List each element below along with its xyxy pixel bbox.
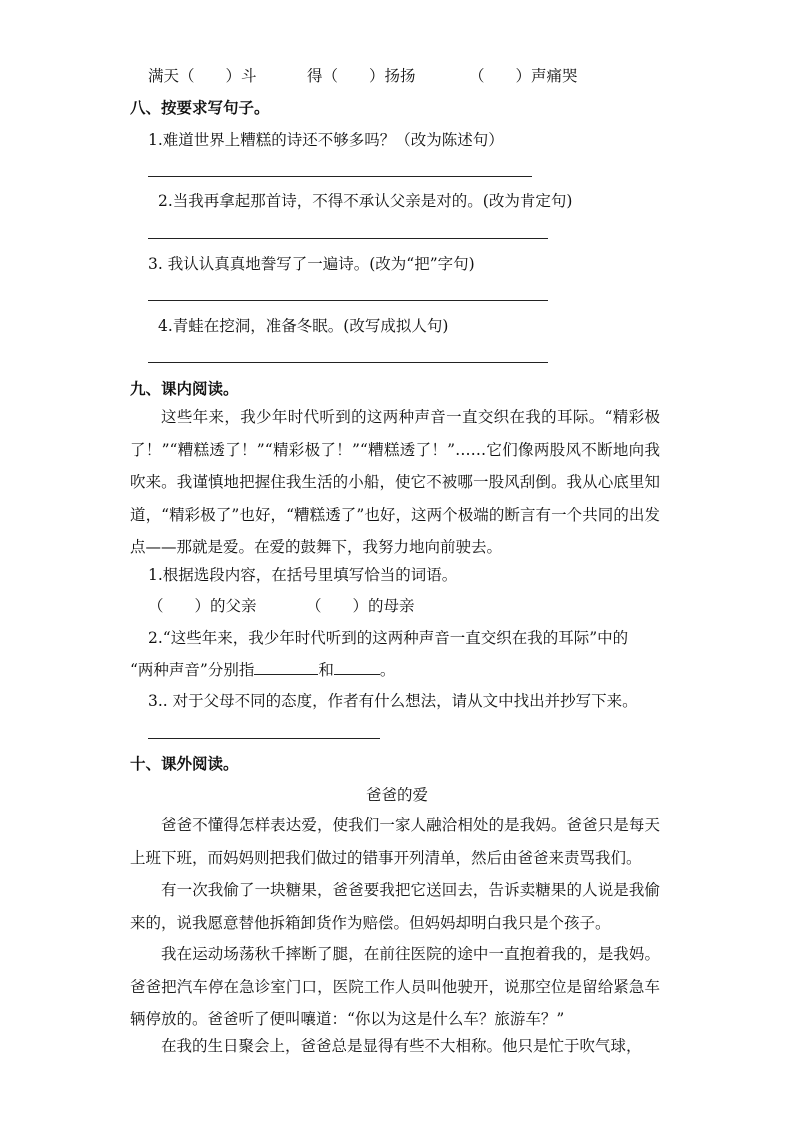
section-9-q2-line2 <box>130 660 395 680</box>
q2-blank-2[interactable] <box>334 660 380 675</box>
q2-text-b: 和 <box>318 661 334 679</box>
section-9-q2-line1: 2.“这些年来，我少年时代听到的这两种声音一直交织在我的耳际”中的 <box>148 629 629 647</box>
section-8-q2: 2.当我再拿起那首诗，不得不承认父亲是对的。(改为肯定句) <box>158 192 573 210</box>
section-9-q3: 3.. 对于父母不同的态度，作者有什么想法，请从文中找出并抄写下来。 <box>148 692 638 710</box>
section-8-q1: 1.难道世界上糟糕的诗还不够多吗？（改为陈述句） <box>148 131 504 149</box>
section-8-title: 八、按要求写句子。 <box>130 99 270 117</box>
fill-item-3: （ ）声痛哭 <box>469 67 578 85</box>
story-paragraph-2: 有一次我偷了一块糖果，爸爸要我把它送回去，告诉卖糖果的人说是我偷来的，说我愿意替他拆箱卸货作为赔偿。但妈妈却明白我只是个孩子。 <box>130 881 660 932</box>
section-9-passage: 这些年来，我少年时代听到的这两种声音一直交织在我的耳际。“精彩极了！”“糟糕透了！”“精彩极了！”“糟糕透了！”……它们像两股风不断地向我吹来。我谨慎地把握住我生活的小船，使它不被哪一股风刮倒。我从心底里知道，“精彩极了”也好，“糟糕透了”也好，这两个极端的断言有一个共同的出发点——那就是爱。在爱的鼓舞下，我努力地向前驶去。 <box>130 408 660 556</box>
section-8-q3: 3. 我认认真真地誊写了一遍诗。(改为“把”字句) <box>148 255 475 273</box>
answer-line-8-4[interactable] <box>148 362 548 363</box>
section-8-q4: 4.青蛙在挖洞，准备冬眠。(改写成拟人句) <box>158 317 449 335</box>
story-paragraph-4: 在我的生日聚会上，爸爸总是显得有些不大相称。他只是忙于吹气球， <box>161 1037 642 1055</box>
story-paragraph-1: 爸爸不懂得怎样表达爱，使我们一家人融洽相处的是我妈。爸爸只是每天上班下班，而妈妈则把我们做过的错事开列清单，然后由爸爸来责骂我们。 <box>130 816 660 867</box>
story-title: 爸爸的爱 <box>365 786 428 804</box>
fill-item-1: 满天（ ）斗 <box>148 67 257 85</box>
answer-line-8-1[interactable] <box>148 176 532 177</box>
q2-text-c: 。 <box>379 661 396 679</box>
section-9-q1: 1.根据选段内容，在括号里填写恰当的词语。 <box>148 566 458 584</box>
section-9-q1-blank-b: （ ）的母亲 <box>306 597 415 615</box>
answer-line-8-2[interactable] <box>148 238 548 239</box>
q2-text-a: “两种声音”分别指 <box>130 661 255 679</box>
story-paragraph-3: 我在运动场荡秋千摔断了腿，在前往医院的途中一直抱着我的，是我妈。爸爸把汽车停在急诊室门口，医院工作人员叫他驶开，说那空位是留给紧急车辆停放的。爸爸听了便叫嚷道：“你以为这是什么车？旅游车？” <box>130 945 660 1028</box>
fill-item-2: 得（ ）扬扬 <box>307 67 416 85</box>
answer-line-8-3[interactable] <box>148 300 548 301</box>
section-9-title: 九、课内阅读。 <box>130 380 239 398</box>
section-10-title: 十、课外阅读。 <box>130 755 239 773</box>
q2-blank-1[interactable] <box>254 660 318 675</box>
section-9-q1-blank-a: （ ）的父亲 <box>148 597 257 615</box>
answer-line-9-3[interactable] <box>148 738 380 739</box>
